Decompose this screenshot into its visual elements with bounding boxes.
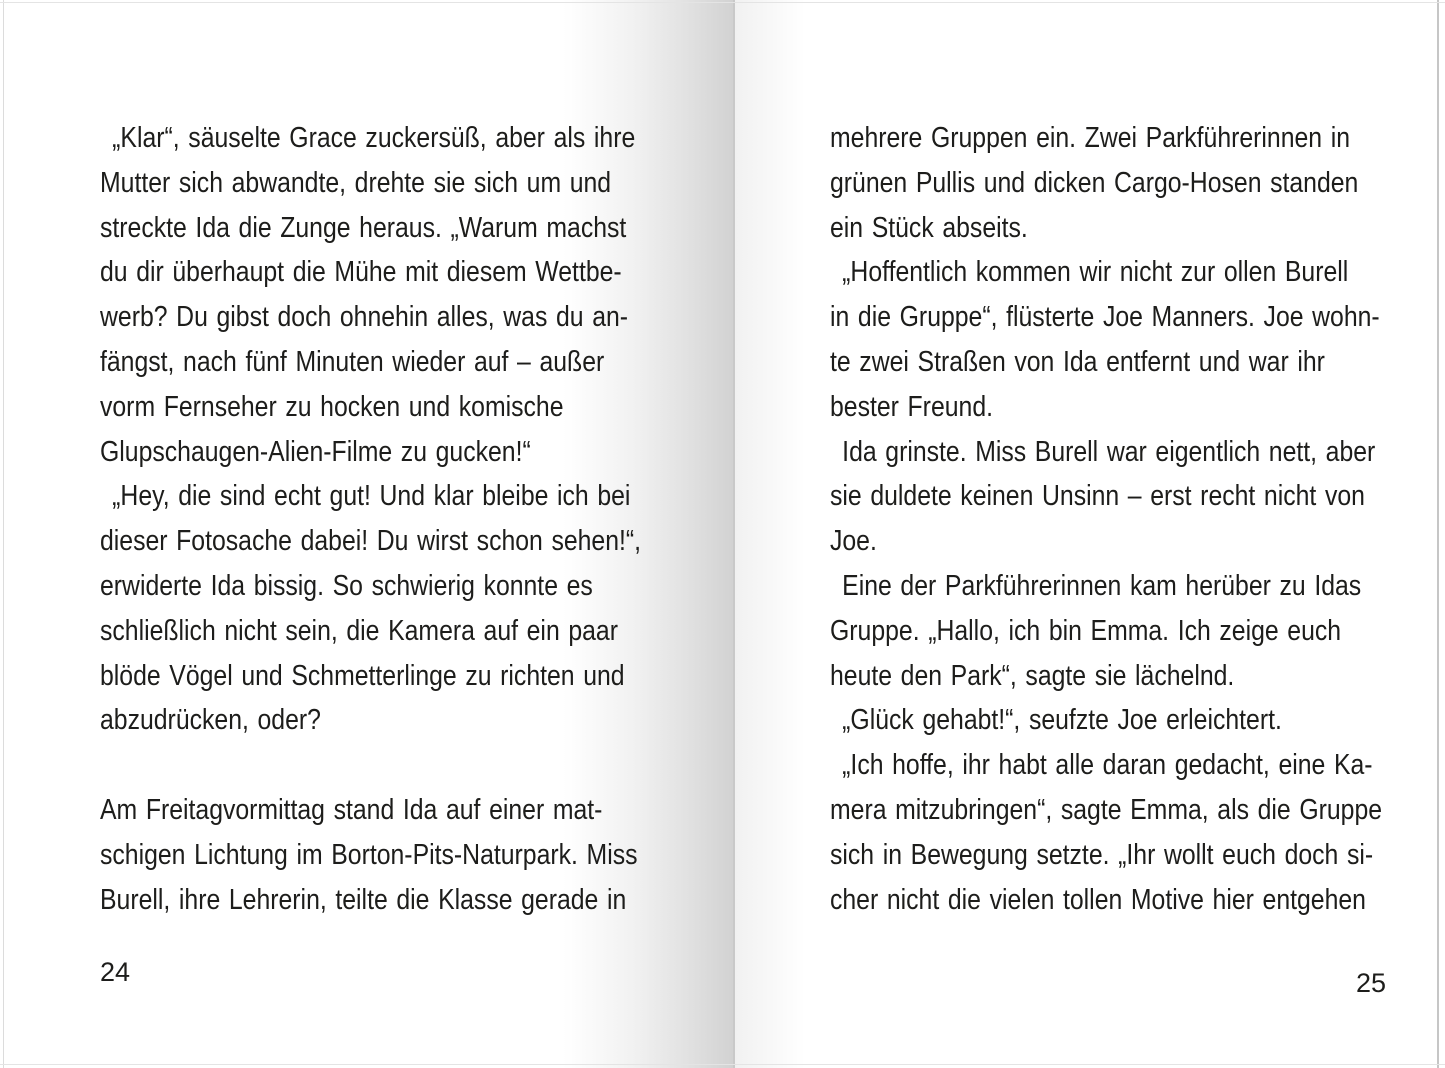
text-line: heute den Park“, sagte sie lächelnd. [830,659,1235,692]
text-line: „Ich hoffe, ihr habt alle daran gedacht, eine Ka- [842,749,1373,782]
text-line: mehrere Gruppen ein. Zwei Parkführerinnen in [830,122,1351,154]
text-line: grünen Pullis und dicken Cargo-Hosen standen [830,166,1359,199]
text-line: sie duldete keinen Unsinn – erst recht nicht von [830,480,1365,513]
paragraph [830,743,1445,922]
paragraph [100,474,720,743]
text-line: vorm Fernseher zu hocken und komische [100,390,564,423]
text-line: Eine der Parkführerinnen kam herüber zu Idas [842,569,1362,602]
text-line: erwiderte Ida bissig. So schwierig konnte es [100,569,593,602]
paragraph [830,430,1445,564]
text-line: „Hoffentlich kommen wir nicht zur ollen Burell [842,256,1349,289]
text-line: Joe. [830,525,877,558]
text-line: Burell, ihre Lehrerin, teilte die Klasse gerade in [100,883,627,916]
text-line: Glupschaugen-Alien-Filme zu gucken!“ [100,435,531,468]
text-line: mera mitzubringen“, sagte Emma, als die Gruppe [830,793,1383,826]
paragraph [830,250,1445,429]
text-line: du dir überhaupt die Mühe mit diesem Wettbe- [100,256,622,289]
text-line: „Klar“, säuselte Grace zuckersüß, aber als ihre [112,122,636,154]
paragraph [830,116,1445,250]
text-line: ein Stück abseits. [830,211,1028,244]
text-line: cher nicht die vielen tollen Motive hier entgehen [830,883,1366,916]
text-line: fängst, nach fünf Minuten wieder auf – außer [100,345,605,378]
text-line: bester Freund. [830,390,994,423]
text-line: sich in Bewegung setzte. „Ihr wollt euch doch si- [830,838,1374,871]
paragraph [830,564,1445,698]
text-line: Ida grinste. Miss Burell war eigentlich nett, aber [842,435,1376,468]
text-line: schigen Lichtung im Borton-Pits-Naturpark. Miss [100,838,638,871]
left-page-number: 24 [100,957,131,987]
paragraph [100,116,720,474]
right-page-text [830,116,1445,922]
text-line: dieser Fotosache dabei! Du wirst schon sehen!“, [100,525,642,558]
right-page [735,0,1445,1068]
text-line: „Hey, die sind echt gut! Und klar bleibe ich bei [112,480,631,513]
paragraph [830,698,1445,743]
text-line: „Glück gehabt!“, seufzte Joe erleichtert. [842,704,1282,737]
text-line: streckte Ida die Zunge heraus. „Warum machst [100,211,627,244]
text-line: in die Gruppe“, flüsterte Joe Manners. Joe wohn- [830,301,1380,334]
text-line: Am Freitagvormittag stand Ida auf einer mat- [100,794,603,827]
text-line: blöde Vögel und Schmetterlinge zu richten und [100,659,625,692]
text-line: Mutter sich abwandte, drehte sie sich um und [100,166,612,199]
text-line: Gruppe. „Hallo, ich bin Emma. Ich zeige euch [830,614,1342,647]
text-line: abzudrücken, oder? [100,704,321,737]
right-page-number: 25 [1356,968,1387,998]
text-line: werb? Du gibst doch ohnehin alles, was du an- [100,301,629,334]
text-line: te zwei Straßen von Ida entfernt und war ihr [830,345,1325,378]
text-line: schließlich nicht sein, die Kamera auf ein paar [100,614,618,647]
paragraph [100,788,720,922]
left-page-text [100,116,720,923]
